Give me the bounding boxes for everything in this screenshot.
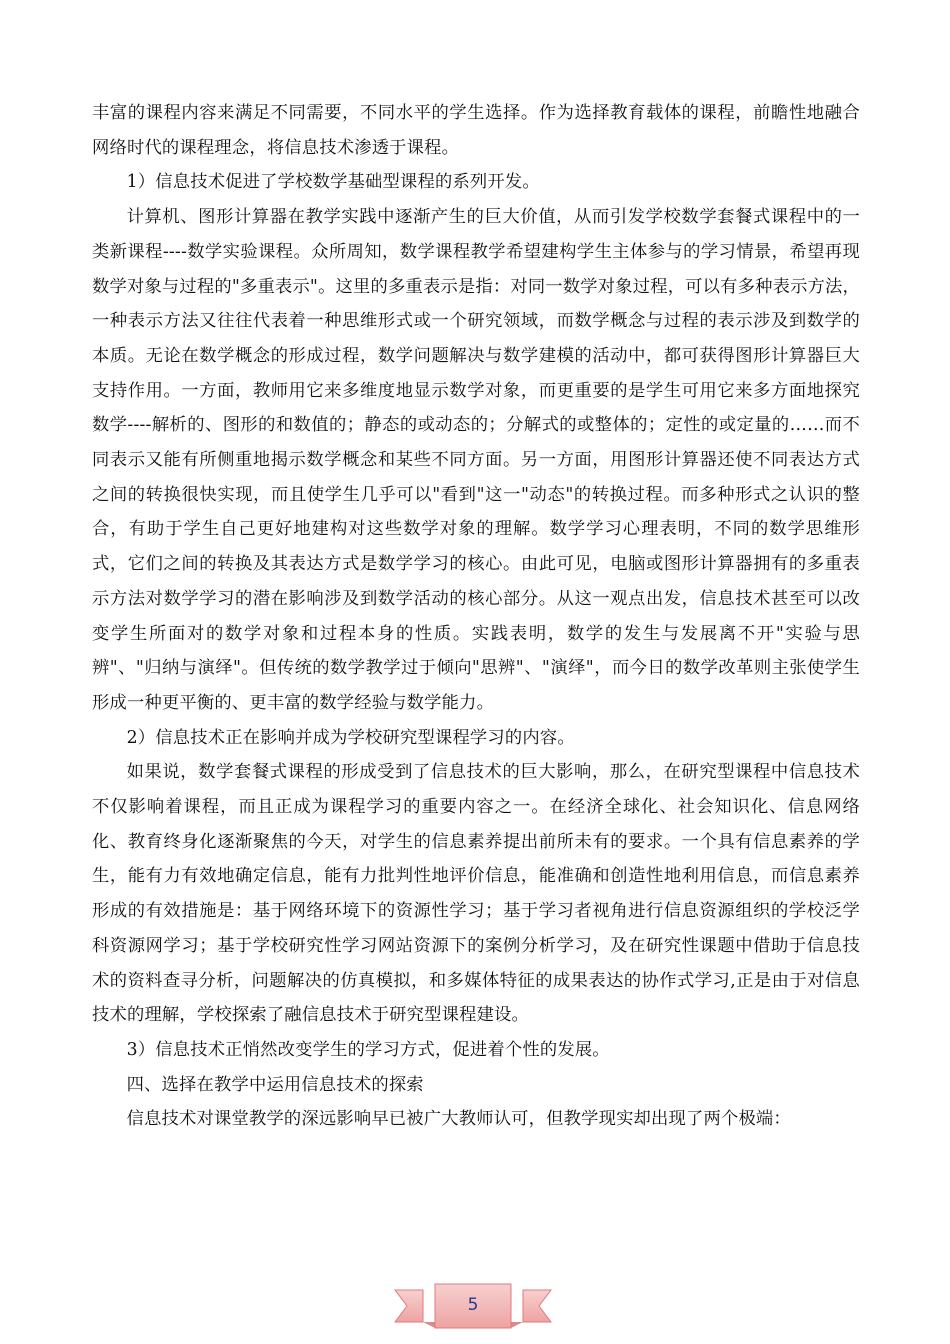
page-footer: [393, 1276, 553, 1336]
page-number: 5: [467, 1295, 479, 1315]
document-body: [92, 96, 860, 1137]
paragraph-6: 3）信息技术正悄然改变学生的学习方式，促进着个性的发展。: [126, 1039, 610, 1060]
paragraph-8: 信息技术对课堂教学的深远影响早已被广大教师认可，但教学现实却出现了两个极端：: [126, 1109, 791, 1130]
paragraph-4: 2）信息技术正在影响并成为学校研究型课程学习的内容。: [126, 727, 575, 748]
paragraph-2: 1）信息技术促进了学校数学基础型课程的系列开发。: [126, 172, 540, 193]
paragraph-3: 计算机、图形计算器在教学实践中逐渐产生的巨大价值，从而引发学校数学套餐式课程中的一类新课程----数学实验课程。众所周知，数学课程教学希望建构学生主体参与的学习情景，希望再现数学对象与过程的"多重表示"。这里的多重表示是指：对同一数学对象过程，可以有多种表示方法，一种表示方法又往往代表着一种思维形式或一个研究领域，而数学概念与过程的表示涉及到数学的本质。无论在数学概念的形成过程，数学问题解决与数学建模的活动中，都可获得图形计算器巨大支持作用。一方面，教师用它来多维度地显示数学对象，而更重要的是学生可用它来多方面地探究数学----解析的、图形的和数值的；静态的或动态的；分解式的或整体的；定性的或定量的……而不同表示又能有所侧重地揭示数学概念和某些不同方面。另一方面，用图形计算器还使不同表达方式之间的转换很快实现，而且使学生几乎可以"看到"这一"动态"的转换过程。而多种形式之认识的整合，有助于学生自己更好地建构对这些数学对象的理解。数学学习心理表明，不同的数学思维形式，它们之间的转换及其表达方式是数学学习的核心。由此可见，电脑或图形计算器拥有的多重表示方法对数学学习的潜在影响涉及到数学活动的核心部分。从这一观点出发，信息技术甚至可以改变学生所面对的数学对象和过程本身的性质。实践表明，数学的发生与发展离不开"实验与思辨"、"归纳与演绎"。但传统的数学教学过于倾向"思辨"、"演绎"，而今日的数学改革则主张使学生形成一种更平衡的、更丰富的数学经验与数学能力。: [92, 207, 860, 713]
paragraph-5: 如果说，数学套餐式课程的形成受到了信息技术的巨大影响，那么，在研究型课程中信息技术不仅影响着课程，而且正成为课程学习的重要内容之一。在经济全球化、社会知识化、信息网络化、教育终身化逐渐聚焦的今天，对学生的信息素养提出前所未有的要求。一个具有信息素养的学生，能有力有效地确定信息，能有力批判性地评价信息，能准确和创造性地利用信息，而信息素养形成的有效措施是：基于网络环境下的资源性学习；基于学习者视角进行信息资源组织的学校泛学科资源网学习；基于学校研究性学习网站资源下的案例分析学习，及在研究性课题中借助于信息技术的资料查寻分析，问题解决的仿真模拟，和多媒体特征的成果表达的协作式学习,正是由于对信息技术的理解，学校探索了融信息技术于研究型课程建设。: [92, 762, 860, 1026]
section-heading: 四、选择在教学中运用信息技术的探索: [126, 1074, 424, 1095]
paragraph-1: 丰富的课程内容来满足不同需要，不同水平的学生选择。作为选择教育载体的课程，前瞻性地融合网络时代的课程理念，将信息技术渗透于课程。: [92, 103, 860, 158]
